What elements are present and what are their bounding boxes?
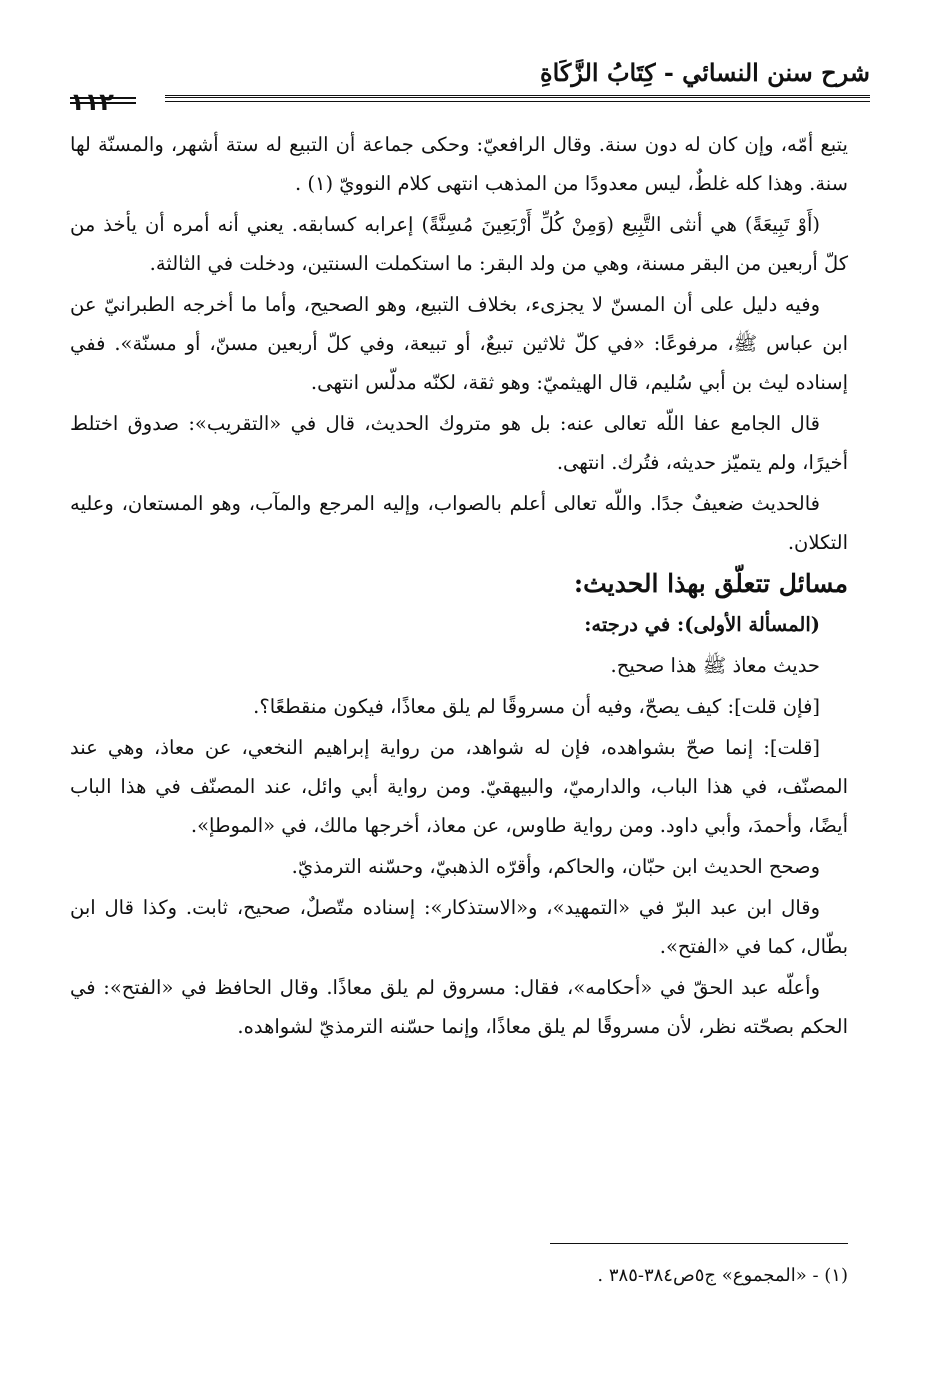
paragraph: يتبع أمّه، وإن كان له دون سنة. وقال الرافعيّ: وحكى جماعة أن التبيع له ستة أشهر، والمسنّة لها سنة. وهذا كله غلطٌ، ليس معدودًا من المذهب انتهى كلام النوويّ (١) .: [70, 133, 848, 195]
footnote-divider: [550, 1243, 848, 1244]
footnote: (١) - «المجموع» ج٥ص٣٨٤-٣٨٥ .: [597, 1265, 848, 1286]
paragraph: قال الجامع عفا اللّه تعالى عنه: بل هو متروك الحديث، قال في «التقريب»: صدوق اختلط أخيرًا، ولم يتميّز حديثه، فتُرك. انتهى.: [70, 412, 848, 474]
page-body: [70, 125, 848, 1048]
paragraph: [قلت]: إنما صحّ بشواهده، فإن له شواهد، من رواية إبراهيم النخعي، عن معاذ، وهي عند المصنّف، في هذا الباب، والدارميّ، والبيهقيّ. ومن رواية أبي وائل، عند المصنّف في هذا الباب أيضًا، وأحمدَ، وأبي داود. ومن رواية طاوس، عن معاذ، أخرجها مالك، في «الموطإ».: [70, 736, 848, 837]
book-title: شرح سنن النسائي - كِتَابُ الزَّكَاةِ: [540, 58, 870, 87]
paragraph: وأعلّه عبد الحقّ في «أحكامه»، فقال: مسروق لم يلق معاذًا. وقال الحافظ في «الفتح»: في الحكم بصحّته نظر، لأن مسروقًا لم يلق معاذًا، وإنما حسّنه الترمذيّ لشواهده.: [70, 976, 848, 1038]
paragraph: وفيه دليل على أن المسنّ لا يجزىء، بخلاف التبيع، وهو الصحيح، وأما ما أخرجه الطبرانيّ عن ابن عباس ﷺ، مرفوعًا: «في كلّ ثلاثين تبيعٌ، أو تبيعة، وفي كلّ أربعين مسنّ، أو مسنّة». ففي إسناده ليث بن أبي سُليم، قال الهيثميّ: وهو ثقة، لكنّه مدلّس انتهى.: [70, 293, 848, 394]
paragraph: [فإن قلت]: كيف يصحّ، وفيه أن مسروقًا لم يلق معاذًا، فيكون منقطعًا؟.: [253, 695, 820, 718]
paragraph: (أَوْ تَبِيعَةً) هي أنثى التَّبِيع (وَمِنْ كُلِّ أَرْبَعِينَ مُسِنَّةً) إعرابه كسابقه. يعني أنه أمره أن يأخذ من كلّ أربعين من البقر مسنة، وهي من ولد البقر: ما استكملت السنتين، ودخلت في الثالثة.: [70, 213, 848, 275]
paragraph: حديث معاذ ﷺ هذا صحيح.: [610, 654, 820, 677]
paragraph: وقال ابن عبد البرّ في «التمهيد»، و«الاستذكار»: إسناده متّصلٌ، صحيح، ثابت. وكذا قال ابن بطّال، كما في «الفتح».: [70, 896, 848, 958]
page-number: ١١٢: [70, 88, 114, 116]
issue-heading: (المسألة الأولى): في درجته:: [584, 613, 820, 636]
page-header: [70, 48, 870, 118]
header-rule: [165, 95, 870, 102]
header-rule-short: [70, 97, 136, 104]
paragraph: فالحديث ضعيفٌ جدًا. واللّه تعالى أعلم بالصواب، وإليه المرجع والمآب، وهو المستعان، وعليه التكلان.: [70, 492, 848, 554]
paragraph: وصحح الحديث ابن حبّان، والحاكم، وأقرّه الذهبيّ، وحسّنه الترمذيّ.: [291, 855, 820, 878]
section-heading: مسائل تتعلّق بهذا الحديث:: [573, 569, 848, 598]
